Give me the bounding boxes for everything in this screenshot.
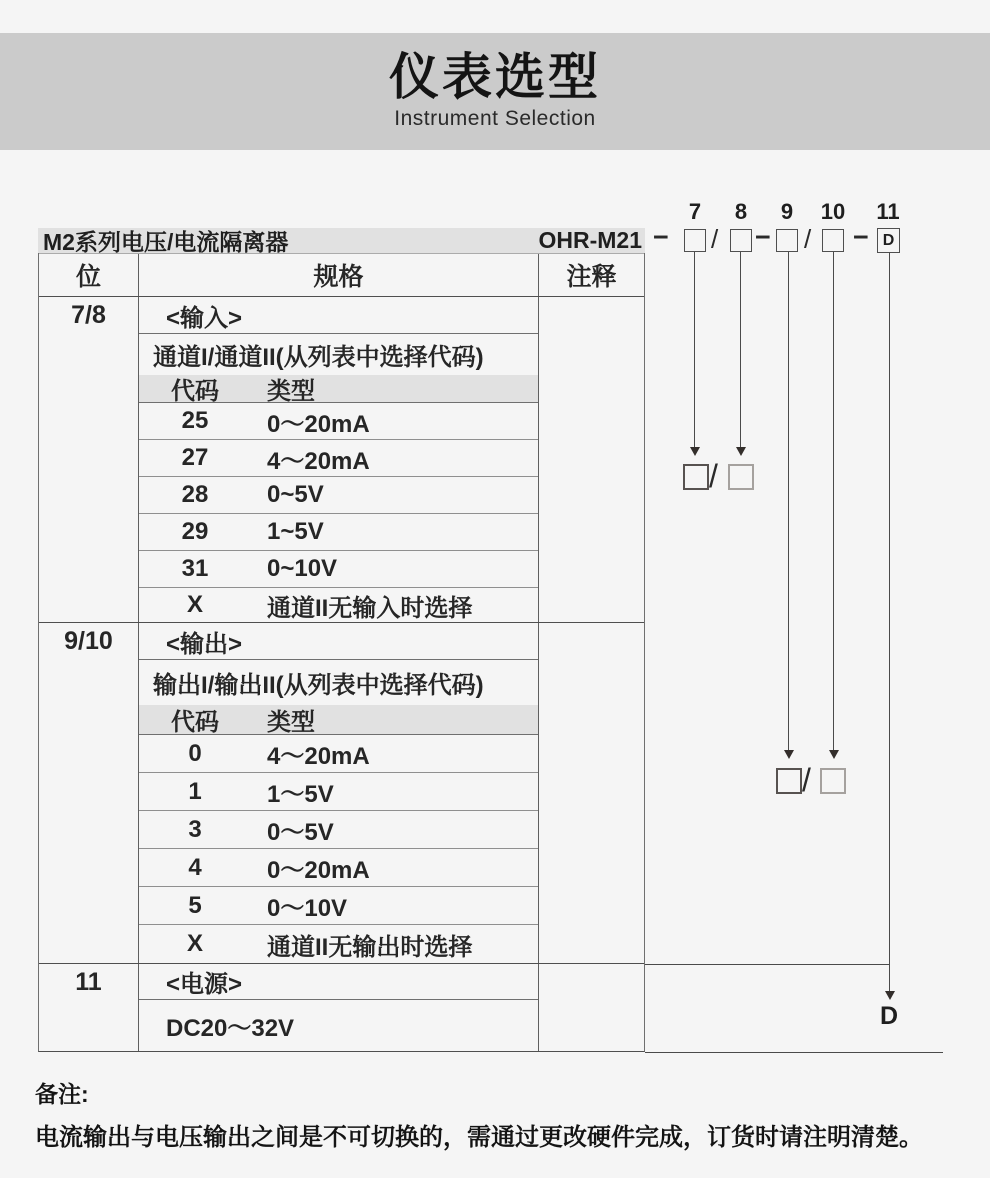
row-type: 0～5V: [267, 819, 334, 846]
notes-text: 电流输出与电压输出之间是不可切换的，需通过更改硬件完成，订货时请注明清楚。: [35, 1124, 923, 1151]
row-code: 4: [188, 853, 202, 881]
section-intro: <电源>: [139, 964, 538, 1000]
type-column-label: 类型: [267, 709, 315, 736]
table-row: [139, 588, 538, 622]
down-arrow-icon: [885, 991, 895, 1000]
code-dash: −: [653, 222, 669, 252]
table-row: [139, 551, 538, 588]
table-row: [139, 514, 538, 551]
leader-line-9: [788, 252, 789, 750]
row-code: 28: [181, 481, 209, 508]
power-code-label: D: [879, 1002, 899, 1030]
section-subtitle: 输出I/输出II(从列表中选择代码): [153, 672, 484, 699]
section-subtitle: 通道I/通道II(从列表中选择代码): [153, 344, 484, 371]
output-channel1-box: [776, 768, 802, 794]
table-row: [139, 849, 538, 887]
digit-label-7: 7: [688, 199, 702, 224]
model-code: OHR-M21: [538, 227, 642, 253]
note-cell: [539, 297, 644, 622]
row-code: 5: [188, 891, 202, 919]
selection-table: [38, 253, 645, 1052]
table-row: [139, 440, 538, 477]
position-value: 9/10: [39, 623, 139, 963]
table-row: [139, 925, 538, 963]
row-type: 0～20mA: [267, 857, 370, 884]
digit-label-10: 10: [820, 199, 846, 224]
row-code: X: [186, 591, 203, 618]
row-type: 0~10V: [267, 555, 338, 582]
table-row: [139, 477, 538, 514]
table-row: [139, 811, 538, 849]
row-type: 4～20mA: [267, 743, 370, 770]
leader-line-10: [833, 252, 834, 750]
title-banner: [0, 33, 990, 150]
table-row: [139, 403, 538, 440]
page-title: 仪表选型: [389, 49, 601, 105]
section-intro: <输出>: [139, 623, 538, 660]
row-type: 0～20mA: [267, 410, 370, 438]
row-code: 31: [181, 555, 209, 582]
row-code: 3: [188, 815, 202, 843]
input-channel2-box: [728, 464, 754, 490]
input-channel1-box: [683, 464, 709, 490]
notes-label: 备注:: [35, 1081, 89, 1107]
down-arrow-icon: [784, 750, 794, 759]
section-intro: <输入>: [139, 297, 538, 334]
model-band: [38, 228, 645, 253]
row-code: 1: [188, 777, 202, 805]
row-type: 0~5V: [267, 481, 324, 508]
code-slash: /: [802, 762, 811, 798]
power-spec: DC20～32V: [166, 1015, 295, 1042]
digit-label-8: 8: [734, 199, 748, 224]
leader-line-11: [889, 252, 890, 991]
section-input: [39, 297, 644, 622]
table-row: [139, 887, 538, 925]
digit-label-11: 11: [876, 199, 900, 224]
leader-line-7: [694, 252, 695, 447]
down-arrow-icon: [690, 447, 700, 456]
down-arrow-icon: [829, 750, 839, 759]
row-type: 4～20mA: [267, 447, 370, 475]
row-code: 25: [181, 407, 209, 434]
table-header-row: [39, 253, 644, 297]
row-code: 29: [181, 518, 209, 545]
spec-cell: [139, 964, 539, 1051]
table-bottom-extension-line: [645, 1052, 943, 1053]
code-slash: /: [709, 458, 718, 494]
section-power: [39, 963, 644, 1051]
code-box-11-d: D: [877, 228, 900, 253]
row-type: 1～5V: [267, 781, 334, 808]
type-column-label: 类型: [267, 378, 315, 405]
code-box-7: [684, 229, 706, 252]
spec-cell: [139, 623, 539, 963]
code-dash: −: [755, 222, 771, 252]
output-channel2-box: [820, 768, 846, 794]
code-column-label: 代码: [171, 709, 219, 736]
code-column-label: 代码: [171, 378, 219, 405]
position-value: 7/8: [39, 297, 139, 622]
header-note: 注释: [566, 263, 617, 291]
position-value: 11: [39, 964, 139, 1051]
code-box-10: [822, 229, 844, 252]
note-cell: [539, 623, 644, 963]
code-slash: /: [711, 224, 719, 254]
code-dash: −: [853, 222, 869, 252]
table-row: [139, 773, 538, 811]
code-type-header: [139, 375, 538, 403]
page-subtitle: Instrument Selection: [394, 107, 596, 130]
series-name: M2系列电压/电流隔离器: [43, 229, 289, 255]
leader-line-8: [740, 252, 741, 447]
header-position: 位: [39, 254, 139, 296]
note-cell: [539, 964, 644, 1051]
row-code: 0: [188, 739, 202, 767]
code-box-9: [776, 229, 798, 252]
down-arrow-icon: [736, 447, 746, 456]
row-code: 27: [181, 444, 209, 471]
spec-cell: [139, 297, 539, 622]
code-type-header: [139, 705, 538, 735]
digit-label-9: 9: [780, 199, 794, 224]
power-row-extension-line: [645, 964, 889, 965]
header-spec: 规格: [139, 254, 539, 296]
row-code: X: [186, 930, 203, 957]
row-type: 1~5V: [267, 518, 324, 545]
row-type: 通道II无输出时选择: [267, 933, 473, 961]
row-type: 通道II无输入时选择: [267, 594, 473, 622]
code-slash: /: [804, 224, 812, 254]
code-box-8: [730, 229, 752, 252]
section-output: [39, 622, 644, 963]
table-row: [139, 735, 538, 773]
row-type: 0～10V: [267, 895, 348, 922]
